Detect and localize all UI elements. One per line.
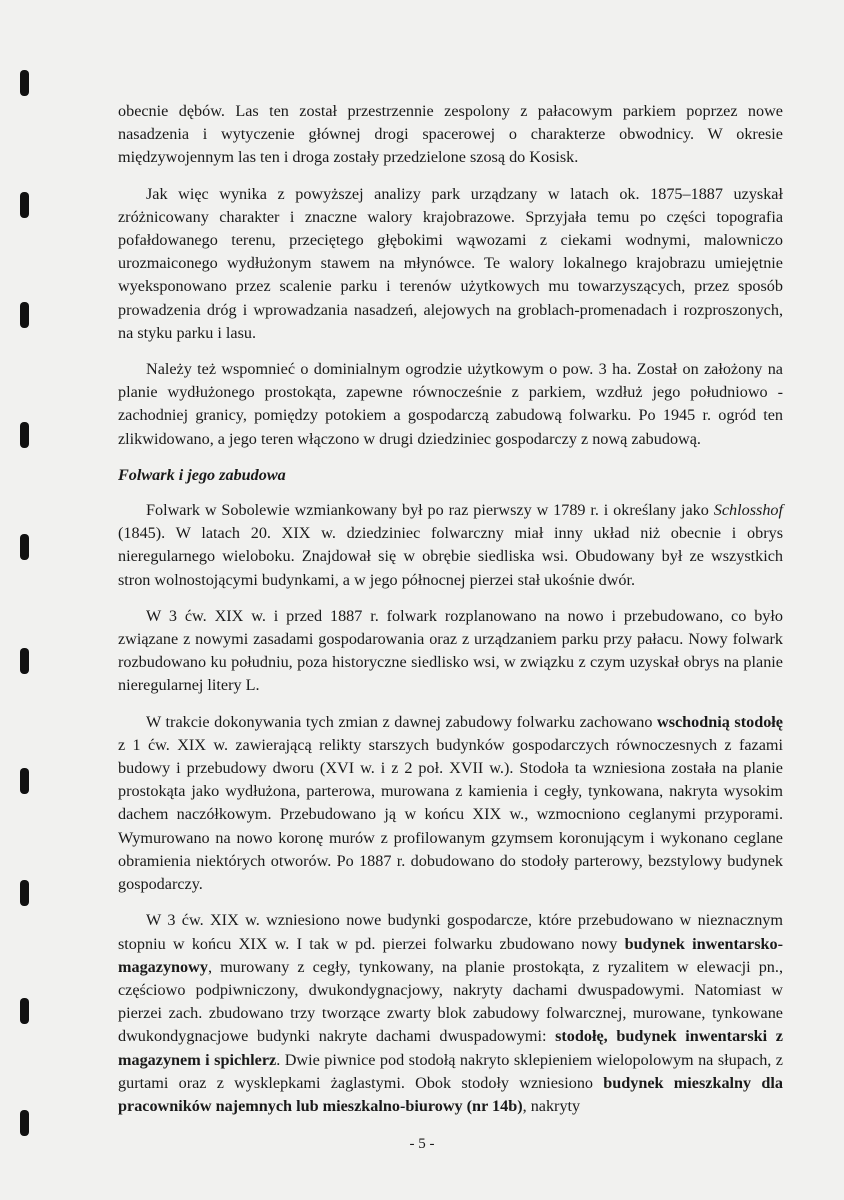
punch-hole bbox=[20, 302, 29, 328]
paragraph: Należy też wspomnieć o dominialnym ogrodzie użytkowym o pow. 3 ha. Został on założony na planie wydłużonego prostokąta, zapewne równocześnie z parkiem, wzdłuż jego południowo - zachodniej granicy, pomiędzy potokiem a gospodarczą zabudową folwarku. Po 1945 r. ogród ten zlikwidowano, a jego teren włączono w drugi dziedziniec gospodarczy z nową zabudową. bbox=[118, 360, 783, 448]
paragraph: W 3 ćw. XIX w. i przed 1887 r. folwark rozplanowano na nowo i przebudowano, co było związane z nowymi zasadami gospodarowania oraz z urządzaniem parku przy pałacu. Nowy folwark rozbudowano ku południu, poza historyczne siedlisko wsi, w związku z czym uzyskał obrys na planie nieregularnej litery L. bbox=[118, 606, 783, 695]
bold-run: budynek mieszkalny dla pracowników najemnych lub mieszkalno-biurowy (nr 14b) bbox=[118, 1073, 783, 1115]
bold-run: stodołę, budynek inwentarski z magazynem i spichlerz bbox=[118, 1027, 783, 1069]
section-heading: Folwark i jego zabudowa bbox=[118, 465, 286, 484]
punch-hole bbox=[20, 192, 29, 218]
punch-hole bbox=[20, 880, 29, 906]
punch-hole bbox=[20, 648, 29, 674]
text-run: W trakcie dokonywania tych zmian z dawnej zabudowy folwarku zachowano bbox=[146, 712, 657, 731]
bold-run: wschodnią stodołę bbox=[657, 712, 783, 731]
paragraph: obecnie dębów. Las ten został przestrzennie zespolony z pałacowym parkiem poprzez nowe nasadzenia i wytyczenie głównej drogi spacerowej o charakterze obwodnicy. W okresie międzywojennym las ten i droga zostały przedzielone szosą do Kosisk. bbox=[118, 102, 783, 167]
punch-hole bbox=[20, 422, 29, 448]
text-run: , nakryty bbox=[522, 1096, 581, 1115]
paragraph bbox=[118, 711, 783, 897]
text-run: Folwark w Sobolewie wzmiankowany był po raz pierwszy w 1789 r. i określany jako bbox=[146, 501, 714, 520]
text-body bbox=[118, 100, 783, 1131]
punch-hole bbox=[20, 768, 29, 794]
paragraph bbox=[118, 909, 783, 1118]
text-run: , murowany z cegły, tynkowany, na planie prostokąta, z ryzalitem w elewacji pn., częściowo podpiwniczony, dwukondygnacjowy, nakryty dachami dwuspadowymi. Natomiast w pierzei zach. zbudowano trzy tworzące zwarty blok zabudowy folwarcznej, murowane, tynkowane dwukondygnacjowe budynki nakryte dachami dwuspadowymi: bbox=[118, 957, 783, 1046]
page-number: - 5 - bbox=[409, 1136, 435, 1152]
paragraph: Jak więc wynika z powyższej analizy park urządzany w latach ok. 1875–1887 uzyskał zróżnicowany charakter i znaczne walory krajobrazowe. Sprzyjała temu po części topografia pofałdowanego terenu, przeciętego głębokimi wąwozami z ciekami wodnymi, malowniczo urozmaiconego wydłużonym stawem na młynówce. Te walory lokalnego krajobrazu umiejętnie wyeksponowano przez scalenie parku i terenów użytkowych mu towarzyszących, przez sposób prowadzenia dróg i wprowadzania nasadzeń, alejowych na groblach-promenadach i rozproszonych, na styku parku i lasu. bbox=[118, 184, 783, 342]
punch-hole bbox=[20, 1110, 29, 1136]
bold-run: budynek inwentarsko-magazynowy bbox=[118, 934, 783, 976]
punch-hole bbox=[20, 534, 29, 560]
text-run: (1845). W latach 20. XIX w. dziedziniec folwarczny miał inny układ niż obecnie i obrys nieregularnego wieloboku. Znajdował się w obrębie siedliska wsi. Obudowany był ze wszystkich stron wolnostojącymi budynkami, a w jego północnej pierzei stał ukośnie dwór. bbox=[118, 524, 783, 589]
punch-hole bbox=[20, 998, 29, 1024]
italic-run: Schlosshof bbox=[713, 501, 783, 520]
text-run: . Dwie piwnice pod stodołą nakryto sklepieniem wielopolowym na słupach, z gurtami oraz z wysklepkami żaglastymi. Obok stodoły wzniesiono bbox=[118, 1050, 783, 1092]
text-run: W 3 ćw. XIX w. wzniesiono nowe budynki gospodarcze, które przebudowano w nieznacznym stopniu w końcu XIX w. I tak w pd. pierzei folwarku zbudowano nowy bbox=[118, 911, 783, 953]
paragraph bbox=[118, 499, 783, 592]
punch-hole bbox=[20, 70, 29, 96]
text-run: z 1 ćw. XIX w. zawierającą relikty starszych budynków gospodarczych równoczesnych z fazami budowy i przebudowy dworu (XVI w. i z 2 poł. XVII w.). Stodoła ta wzniesiona została na planie prostokąta jako wydłużona, parterowa, murowana z kamienia i cegły, tynkowana, nakryta wysokim dachem naczółkowym. Przebudowano ją w końcu XIX w., wzmocniono ceglanymi przyporami. Wymurowano na nowo koronę murów z profilowanym gzymsem koronującym i wykonano ceglane obramienia niektórych otworów. Po 1887 r. dobudowano do stodoły parterowy, bezstylowy budynek gospodarczy. bbox=[118, 735, 783, 894]
